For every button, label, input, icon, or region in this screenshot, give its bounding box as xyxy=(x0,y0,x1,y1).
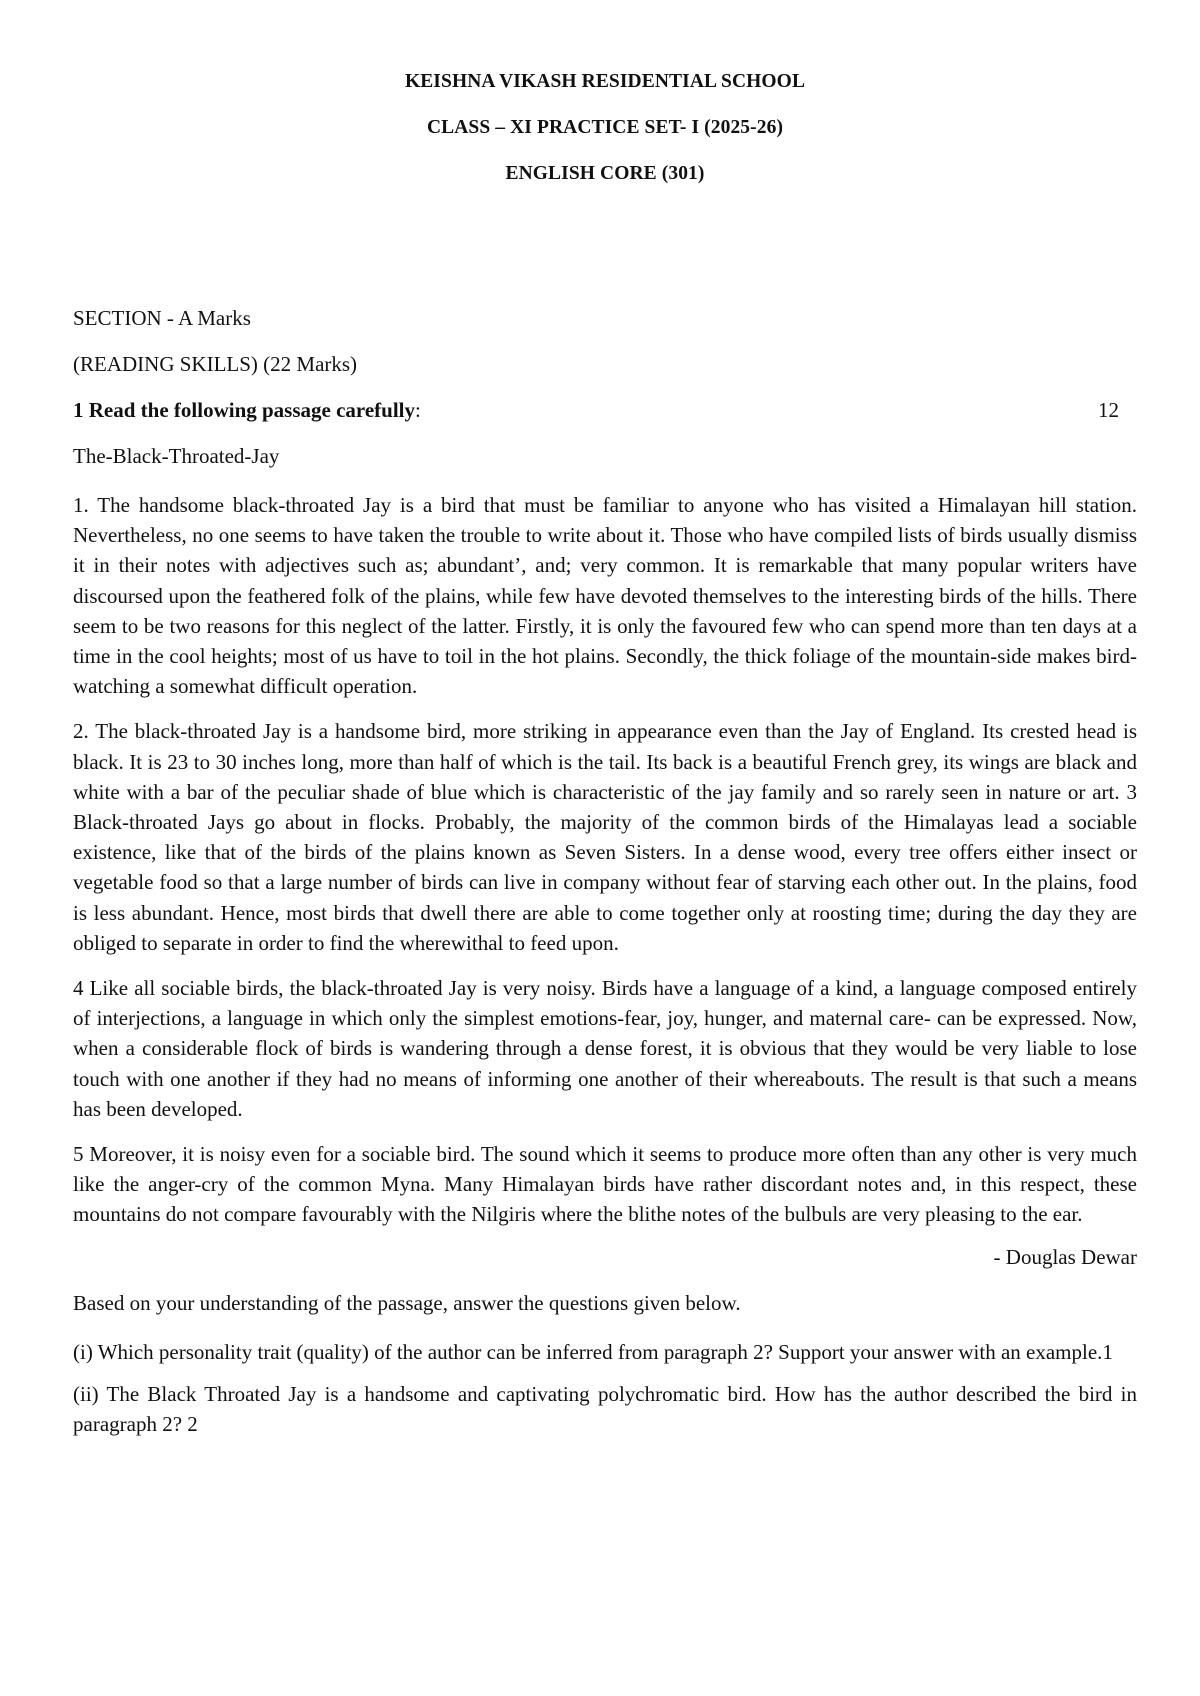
section-title: SECTION - A Marks xyxy=(73,306,251,330)
question-i: (i) Which personality trait (quality) of the author can be inferred from paragraph 2? Support your answer with an example.1 xyxy=(73,1339,1113,1364)
question-ii: (ii) The Black Throated Jay is a handsome and captivating polychromatic bird. How has the author described the bird in paragraph 2? 2 xyxy=(73,1381,1137,1437)
subject-title: ENGLISH CORE (301) xyxy=(505,163,705,184)
question-1-marks: 12 xyxy=(1098,398,1119,422)
section-subtitle: (READING SKILLS) (22 Marks) xyxy=(73,352,358,376)
document-page xyxy=(73,70,1137,1451)
instructions: Based on your understanding of the passage, answer the questions given below. xyxy=(73,1290,741,1315)
passage-author: - Douglas Dewar xyxy=(993,1244,1137,1269)
passage-paragraph-4: 4 Like all sociable birds, the black-throated Jay is very noisy. Birds have a language of a kind, a language composed entirely of interjections, a language in which only the simplest emotions-fear, joy, hunger, and maternal care- can be expressed. Now, when a considerable flock of birds is wandering through a dense forest, it is obvious that they would be very liable to lose touch with one another if they had no means of informing one another of their whereabouts. The result is that such a means has been developed. xyxy=(73,976,1137,1121)
question-1-label: 1 Read the following passage carefully: xyxy=(73,398,421,422)
passage-title: The-Black-Throated-Jay xyxy=(73,444,280,468)
header-spacer xyxy=(73,208,1137,306)
question-1-heading xyxy=(73,398,1137,422)
passage-paragraph-2: 2. The black-throated Jay is a handsome bird, more striking in appearance even than the Jay of England. Its crested head is black. It is 23 to 30 inches long, more than half of which is the tail. Its back is a beautiful French grey, its wings are black and white with a bar of the peculiar shade of blue which is characteristic of the jay family and so rarely seen in nature or art. 3 Black-throated Jays go about in flocks. Probably, the majority of the common birds of the Himalayas lead a sociable existence, like that of the birds of the plains known as Seven Sisters. In a dense wood, every tree offers either insect or vegetable food so that a large number of birds can live in company without fear of starving each other out. In the plains, food is less abundant. Hence, most birds that dwell there are able to come together only at roosting time; during the day they are obliged to separate in order to find the wherewithal to feed upon. xyxy=(73,719,1137,955)
passage-paragraph-5: 5 Moreover, it is noisy even for a sociable bird. The sound which it seems to produce more often than any other is very much like the anger-cry of the common Myna. Many Himalayan birds have rather discordant notes and, in this respect, these mountains do not compare favourably with the Nilgiris where the blithe notes of the bulbuls are very pleasing to the ear. xyxy=(73,1142,1137,1227)
school-name: KEISHNA VIKASH RESIDENTIAL SCHOOL xyxy=(404,71,806,92)
passage-paragraph-1: 1. The handsome black-throated Jay is a bird that must be familiar to anyone who has visited a Himalayan hill station. Nevertheless, no one seems to have taken the trouble to write about it. Those who have compiled lists of birds usually dismiss it in their notes with adjectives such as; abundant’, and; very common. It is remarkable that many popular writers have discoursed upon the feathered folk of the plains, while few have devoted themselves to the interesting birds of the hills. There seem to be two reasons for this neglect of the latter. Firstly, it is only the favoured few who can spend more than ten days at a time in the cool heights; most of us have to toil in the hot plains. Secondly, the thick foliage of the mountain-side makes bird-watching a somewhat difficult operation. xyxy=(73,493,1137,699)
class-set-title: CLASS – XI PRACTICE SET- I (2025-26) xyxy=(426,117,784,138)
